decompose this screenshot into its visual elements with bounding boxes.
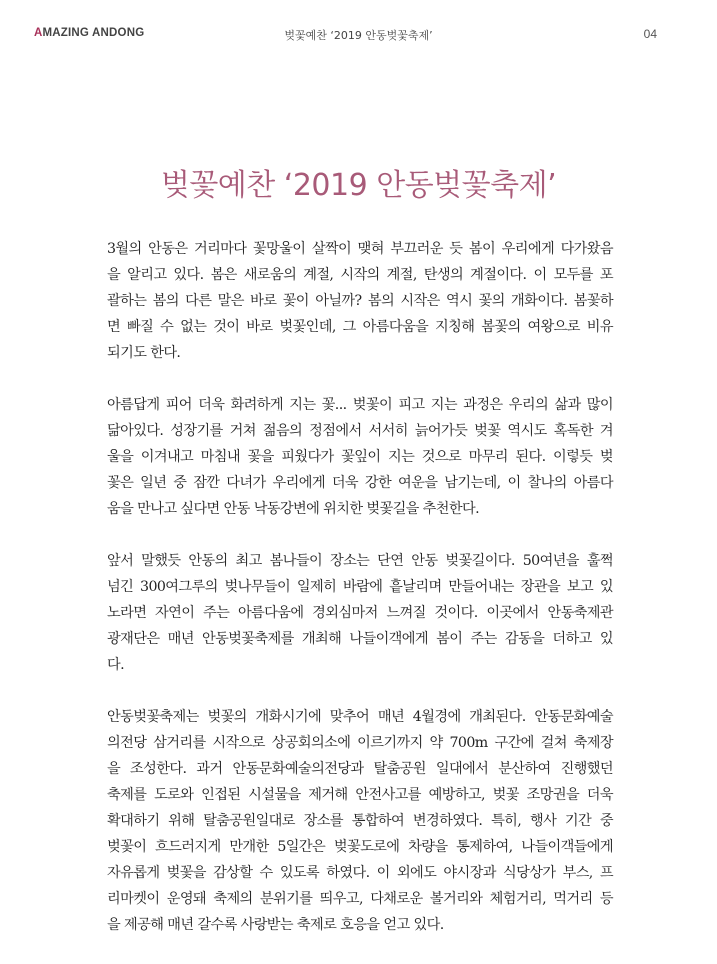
brand-initial: A (34, 27, 43, 39)
article-body (107, 236, 613, 964)
text-line: 움을 만나고 싶다면 안동 낙동강변에 위치한 벚꽃길을 추천한다. (107, 501, 480, 517)
text-line: 꽃은 일년 중 잠깐 다녀가 우리에게 더욱 강한 여운을 남기는데, 이 찰나의 아름다 (107, 475, 613, 491)
page-number: 04 (643, 27, 657, 41)
text-line: 괄하는 봄의 다른 말은 바로 꽃이 아닐까? 봄의 시작은 역시 꽃의 개화이다. 봄꽃하 (107, 293, 613, 309)
page-title: 벚꽃예찬 ‘2019 안동벚꽃축제’ (160, 168, 557, 204)
paragraph (107, 704, 613, 938)
text-line: 확대하기 위해 탈춤공원일대로 장소를 통합하여 변경하였다. 특히, 행사 기간 중 (107, 813, 613, 829)
text-line: 축제를 도로와 인접된 시설물을 제거해 안전사고를 예방하고, 벚꽃 조망권을 더욱 (107, 787, 613, 803)
text-line: 의전당 삼거리를 시작으로 상공회의소에 이르기까지 약 700m 구간에 걸쳐 축제장 (107, 735, 613, 751)
text-line: 벚꽃이 흐드러지게 만개한 5일간은 벚꽃도로에 차량을 통제하여, 나들이객들에게 (107, 839, 613, 855)
text-line: 노라면 자연이 주는 아름다움에 경외심마저 느껴질 것이다. 이곳에서 안동축제관 (107, 605, 613, 621)
text-line: 자유롭게 벚꽃을 감상할 수 있도록 하였다. 이 외에도 야시장과 식당상가 부스, 프 (107, 865, 613, 881)
paragraph (107, 236, 613, 366)
text-line: 안동벚꽃축제는 벚꽃의 개화시기에 맞추어 매년 4월경에 개최된다. 안동문화예술 (107, 709, 613, 725)
text-line: 면 빠질 수 없는 것이 바로 벚꽃인데, 그 아름다움을 지칭해 봄꽃의 여왕으로 비유 (107, 319, 613, 335)
text-line: 아름답게 피어 더욱 화려하게 지는 꽃... 벚꽃이 피고 지는 과정은 우리의 삶과 많이 (107, 397, 613, 413)
text-line: 넘긴 300여그루의 벚나무들이 일제히 바람에 흩날리며 만들어내는 장관을 보고 있 (107, 579, 613, 595)
text-line: 울을 이겨내고 마침내 꽃을 피웠다가 꽃잎이 지는 것으로 마무리 된다. 이렇듯 벚 (107, 449, 613, 465)
paragraph (107, 392, 613, 522)
brand-name: MAZING ANDONG (42, 27, 145, 39)
text-line: 다. (107, 657, 125, 673)
text-line: 되기도 한다. (107, 345, 181, 361)
text-line: 을 알리고 있다. 봄은 새로움의 계절, 시작의 계절, 탄생의 계절이다. 이 모두를 포 (107, 267, 613, 283)
paragraph (107, 548, 613, 678)
text-line: 앞서 말했듯 안동의 최고 봄나들이 장소는 단연 안동 벚꽃길이다. 50여년을 훌쩍 (107, 553, 613, 569)
text-line: 을 조성한다. 과거 안동문화예술의전당과 탈춤공원 일대에서 분산하여 진행했던 (107, 761, 613, 777)
text-line: 리마켓이 운영돼 축제의 분위기를 띄우고, 다채로운 볼거리와 체험거리, 먹거리 등 (107, 891, 613, 907)
text-line: 광재단은 매년 안동벚꽃축제를 개최해 나들이객에게 봄이 주는 감동을 더하고 있 (107, 631, 613, 647)
text-line: 3월의 안동은 거리마다 꽃망울이 살짝이 맺혀 부끄러운 듯 봄이 우리에게 다가왔음 (107, 241, 613, 257)
text-line: 을 제공해 매년 갈수록 사랑받는 축제로 호응을 얻고 있다. (107, 917, 444, 933)
running-title: 벚꽃예찬 ‘2019 안동벚꽃축제’ (284, 29, 433, 42)
text-line: 닮아있다. 성장기를 거쳐 젊음의 정점에서 서서히 늙어가듯 벚꽃 역시도 혹독한 겨 (107, 423, 613, 439)
